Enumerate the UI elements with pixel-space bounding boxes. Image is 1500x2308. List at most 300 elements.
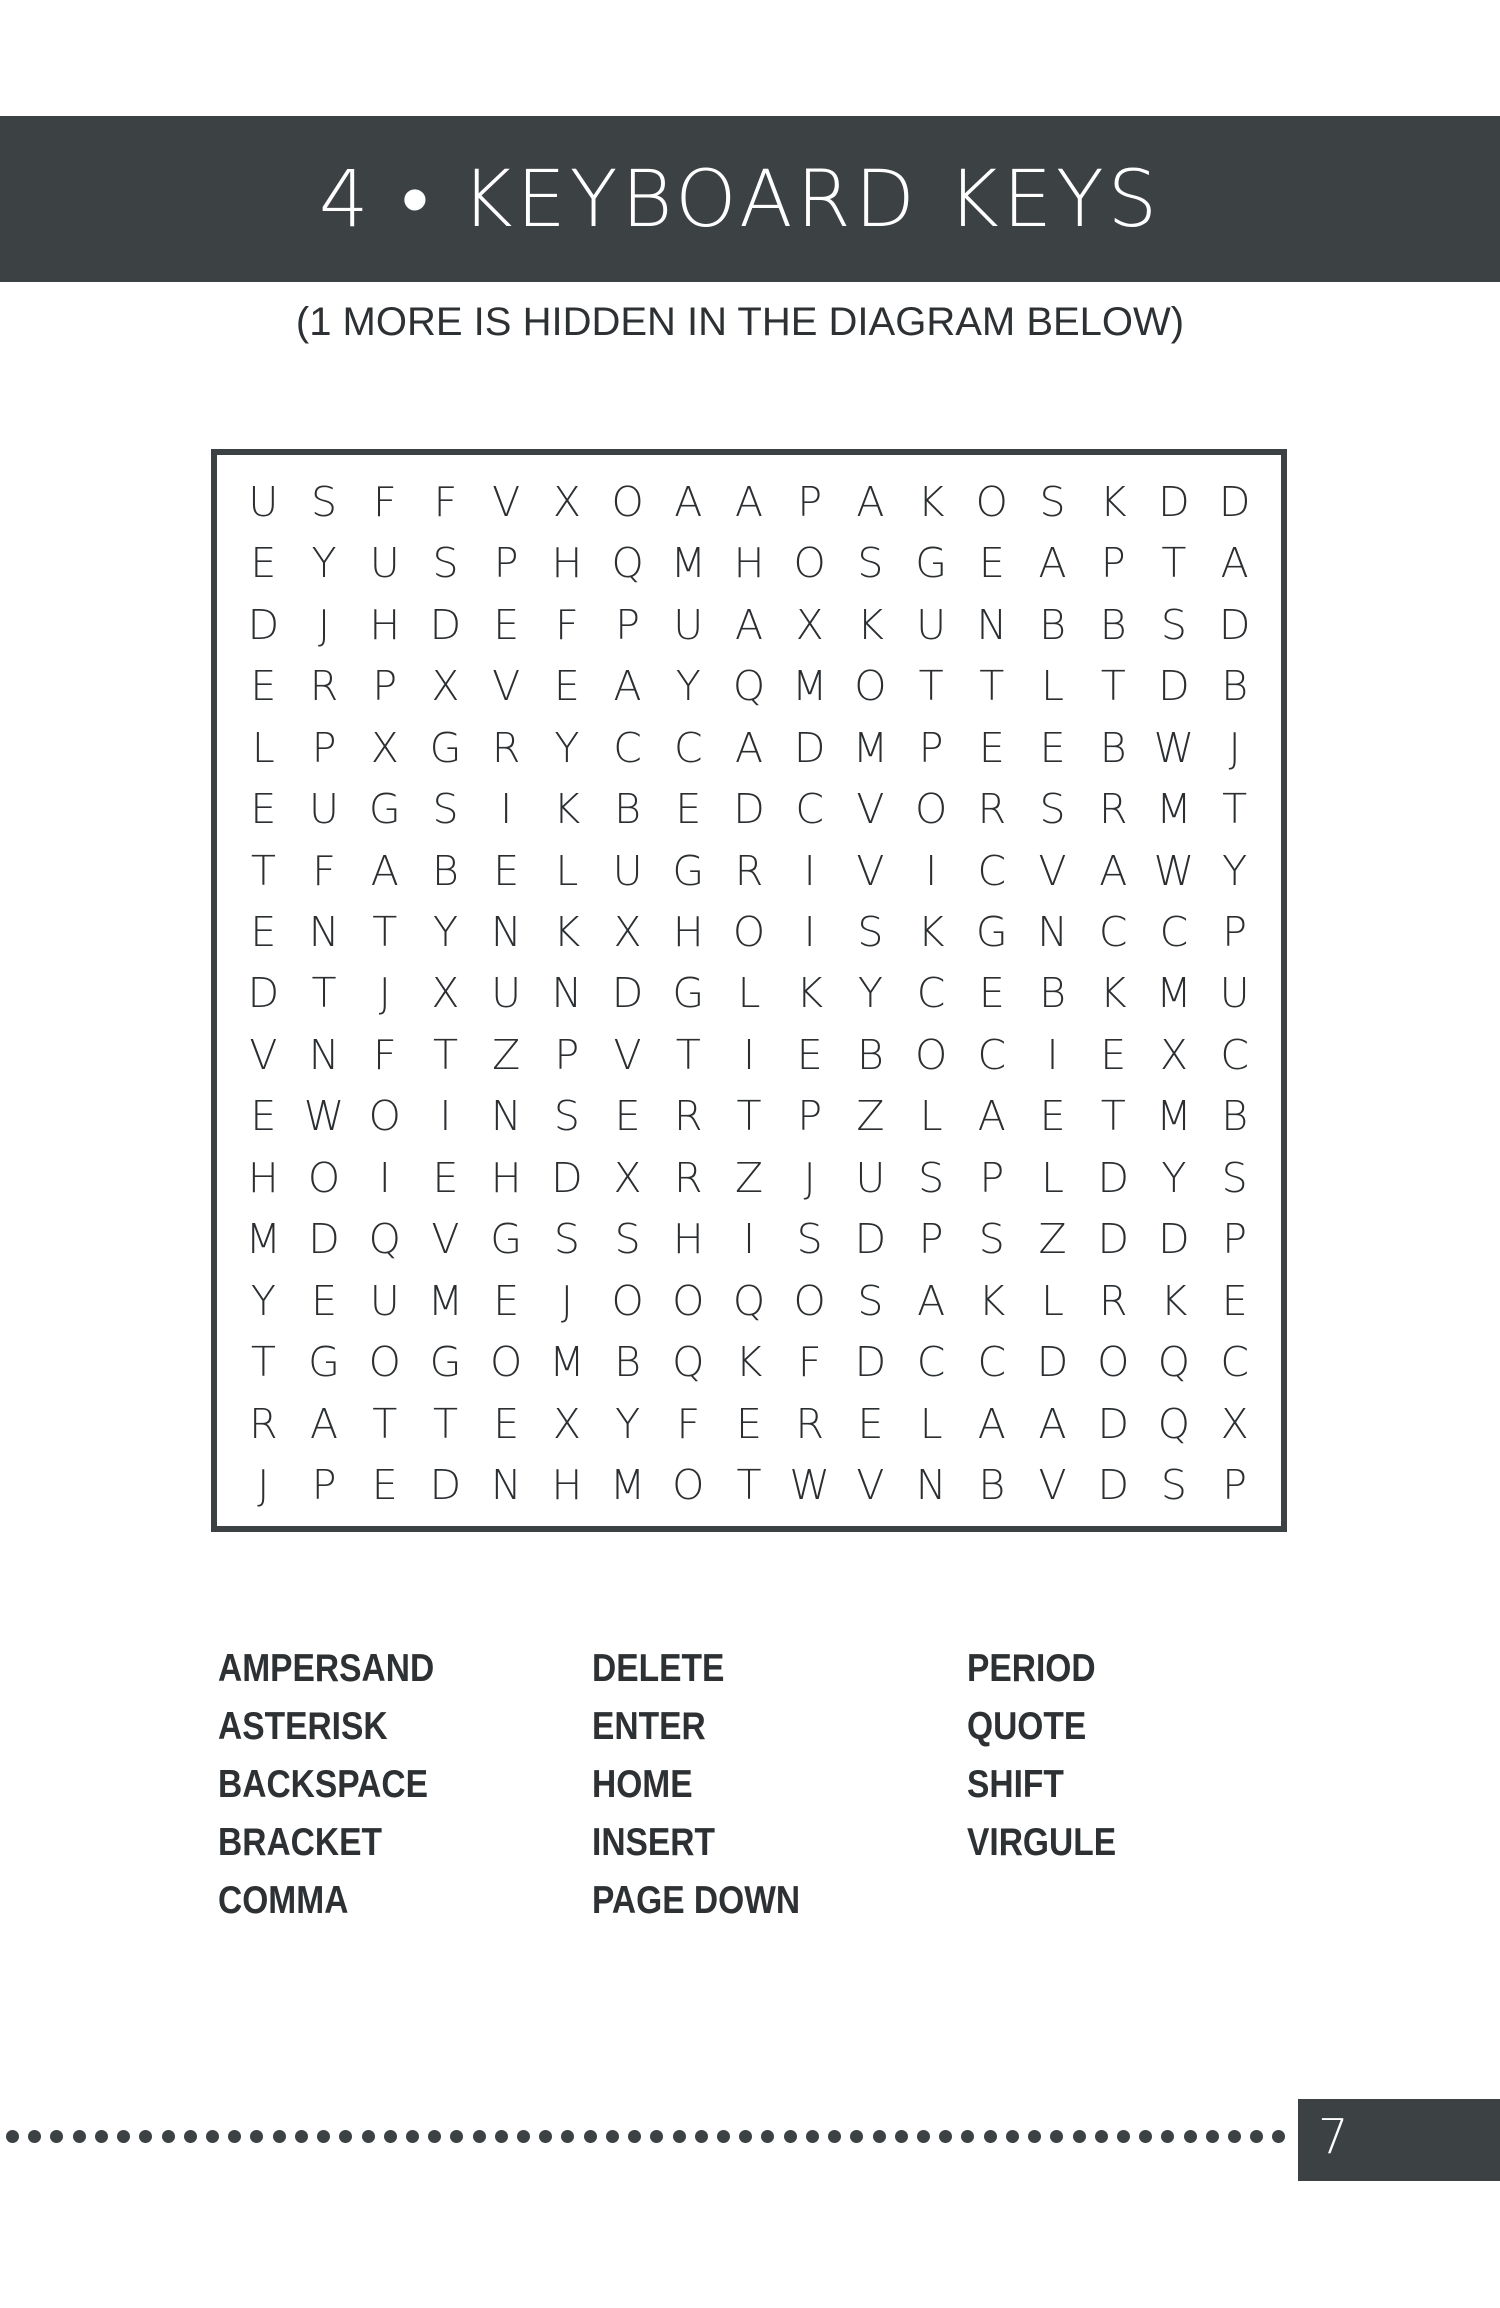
grid-letter: L [919, 1092, 943, 1141]
divider-dot [73, 2130, 86, 2143]
divider-dot [739, 2130, 752, 2143]
grid-letter: O [307, 1153, 341, 1202]
grid-letter: Q [368, 1215, 401, 1264]
grid-letter: G [429, 1338, 462, 1387]
grid-letter: O [672, 1461, 705, 1510]
divider-dot [295, 2130, 308, 2143]
grid-letter: M [852, 723, 889, 772]
divider-dot [1161, 2130, 1174, 2143]
grid-letter: D [1218, 600, 1251, 649]
grid-letter: A [917, 1276, 946, 1325]
grid-letter: Z [856, 1092, 885, 1141]
divider-dot [1095, 2130, 1108, 2143]
grid-letter: M [427, 1276, 464, 1325]
grid-letter: R [491, 723, 521, 772]
grid-letter: E [736, 1399, 762, 1448]
grid-letter: P [554, 1030, 580, 1079]
grid-letter: M [549, 1338, 585, 1387]
grid-letter: D [854, 1338, 887, 1387]
grid-letter: W [789, 1461, 830, 1510]
grid-letter: Y [311, 539, 337, 588]
grid-letter: J [803, 1153, 816, 1202]
divider-dot [184, 2130, 197, 2143]
divider-dot [1050, 2130, 1063, 2143]
word-list-item: PERIOD [967, 1647, 1096, 1690]
grid-letter: D [429, 600, 462, 649]
grid-letter: G [368, 785, 401, 834]
grid-letter: V [856, 785, 885, 834]
grid-letter: E [493, 600, 520, 649]
grid-letter: R [674, 1153, 703, 1202]
grid-letter: A [310, 1399, 339, 1448]
grid-letter: G [672, 969, 705, 1018]
grid-letter: E [250, 662, 277, 711]
grid-letter: S [978, 1215, 1005, 1264]
grid-letter: T [1161, 539, 1187, 588]
divider-dot [6, 2130, 19, 2143]
word-list-item: ENTER [592, 1705, 706, 1748]
divider-dot [1184, 2130, 1197, 2143]
divider-dot [850, 2130, 863, 2143]
grid-letter: R [977, 785, 1007, 834]
grid-letter: D [551, 1153, 583, 1202]
grid-letter: L [737, 969, 761, 1018]
grid-letter: S [918, 1153, 945, 1202]
grid-letter: E [978, 969, 1005, 1018]
divider-dot [606, 2130, 619, 2143]
divider-dot [961, 2130, 974, 2143]
divider-dot [50, 2130, 63, 2143]
grid-letter: V [1038, 846, 1067, 895]
grid-letter: B [1099, 600, 1127, 649]
grid-letter: S [1039, 477, 1066, 526]
grid-letter: F [312, 846, 336, 895]
divider-dot [162, 2130, 175, 2143]
grid-letter: D [308, 1215, 340, 1264]
page-number-box [1298, 2099, 1500, 2181]
grid-letter: E [432, 1153, 459, 1202]
grid-letter: P [797, 477, 823, 526]
grid-letter: U [612, 846, 643, 895]
grid-letter: E [493, 1399, 520, 1448]
grid-letter: H [672, 1215, 704, 1264]
grid-letter: K [735, 1338, 763, 1387]
grid-letter: T [1100, 1092, 1126, 1141]
divider-dot [339, 2130, 352, 2143]
grid-letter: R [1098, 1276, 1128, 1325]
word-list-item: PAGE DOWN [592, 1879, 801, 1922]
grid-letter: R [1098, 785, 1128, 834]
grid-letter: O [368, 1092, 401, 1141]
grid-letter: C [1220, 1338, 1249, 1387]
divider-dot [917, 2130, 930, 2143]
divider-dot [1250, 2130, 1263, 2143]
grid-letter: V [492, 477, 521, 526]
grid-letter: O [611, 1276, 644, 1325]
grid-letter: S [1221, 1153, 1248, 1202]
grid-letter: Q [732, 662, 766, 711]
grid-letter: Z [1038, 1215, 1067, 1264]
divider-dot [317, 2130, 330, 2143]
grid-letter: B [1039, 969, 1066, 1018]
word-list-item: BRACKET [218, 1821, 382, 1864]
grid-letter: T [1100, 662, 1126, 711]
grid-letter: T [736, 1092, 762, 1141]
grid-letter: C [977, 1030, 1007, 1079]
grid-letter: S [432, 785, 459, 834]
grid-letter: F [372, 477, 397, 526]
grid-letter: D [611, 969, 644, 1018]
grid-letter: I [803, 908, 816, 957]
grid-letter: U [369, 539, 400, 588]
grid-letter: S [1160, 1461, 1187, 1510]
divider-dot [384, 2130, 397, 2143]
page-title: 4 • KEYBOARD KEYS [318, 154, 1162, 245]
grid-letter: L [1041, 1153, 1064, 1202]
grid-letter: B [1099, 723, 1127, 772]
grid-letter: V [856, 1461, 885, 1510]
word-list-item: DELETE [592, 1647, 725, 1690]
grid-letter: G [915, 539, 947, 588]
divider-dot [250, 2130, 263, 2143]
word-list-item: INSERT [592, 1821, 715, 1864]
grid-letter: J [1228, 723, 1241, 772]
grid-letter: C [673, 723, 703, 772]
grid-letter: T [736, 1461, 762, 1510]
grid-letter: X [431, 969, 460, 1018]
grid-letter: U [491, 969, 522, 1018]
divider-dot [806, 2130, 819, 2143]
grid-letter: Q [672, 1338, 705, 1387]
title-banner [0, 116, 1500, 282]
grid-letter: Z [734, 1153, 764, 1202]
grid-letter: A [1099, 846, 1128, 895]
word-list-column-1 [218, 1640, 469, 1930]
grid-letter: O [854, 662, 887, 711]
grid-letter: Y [250, 1276, 276, 1325]
divider-dot [28, 2130, 41, 2143]
grid-letter: T [432, 1399, 458, 1448]
grid-letter: H [733, 539, 765, 588]
grid-letter: A [734, 600, 764, 649]
grid-letter: B [614, 1338, 642, 1387]
grid-letter: E [250, 908, 277, 957]
grid-letter: V [1038, 1461, 1067, 1510]
grid-letter: I [1046, 1030, 1059, 1079]
grid-letter: D [1158, 1215, 1190, 1264]
grid-letter: E [250, 1092, 277, 1141]
grid-letter: P [979, 1153, 1005, 1202]
grid-letter: X [613, 1153, 642, 1202]
divider-dot [428, 2130, 441, 2143]
grid-letter: E [796, 1030, 823, 1079]
grid-letter: X [552, 477, 581, 526]
grid-letter: V [613, 1030, 642, 1079]
grid-letter: P [1222, 908, 1247, 957]
grid-letter: C [1098, 908, 1128, 957]
grid-letter: D [1158, 662, 1190, 711]
grid-letter: P [493, 539, 519, 588]
grid-letter: Y [1161, 1153, 1187, 1202]
divider-dot [473, 2130, 486, 2143]
grid-letter: K [796, 969, 824, 1018]
grid-letter: I [378, 1153, 391, 1202]
grid-letter: A [1220, 539, 1249, 588]
grid-letter: S [857, 908, 884, 957]
word-search-grid [233, 471, 1265, 1516]
grid-letter: R [795, 1399, 824, 1448]
grid-letter: N [1037, 908, 1068, 957]
grid-letter: C [795, 785, 825, 834]
grid-letter: M [792, 662, 828, 711]
grid-letter: E [371, 1461, 398, 1510]
grid-letter: M [1156, 969, 1192, 1018]
grid-letter: P [1222, 1215, 1247, 1264]
grid-letter: E [311, 1276, 337, 1325]
grid-letter: O [793, 1276, 826, 1325]
divider-dot [761, 2130, 774, 2143]
grid-letter: P [311, 723, 337, 772]
grid-letter: E [978, 723, 1005, 772]
grid-letter: I [439, 1092, 452, 1141]
grid-letter: F [797, 1338, 822, 1387]
grid-letter: A [734, 477, 764, 526]
grid-letter: M [1156, 1092, 1192, 1141]
grid-letter: O [914, 785, 948, 834]
grid-letter: D [1218, 477, 1251, 526]
grid-letter: A [734, 723, 764, 772]
grid-letter: P [918, 1215, 944, 1264]
divider-dot [228, 2130, 241, 2143]
grid-letter: L [251, 723, 275, 772]
grid-letter: K [978, 1276, 1006, 1325]
grid-letter: C [1159, 908, 1189, 957]
grid-letter: O [490, 1338, 523, 1387]
grid-letter: T [675, 1030, 701, 1079]
grid-letter: X [795, 600, 824, 649]
grid-letter: B [978, 1461, 1006, 1510]
grid-letter: K [553, 785, 581, 834]
divider-dot [1206, 2130, 1219, 2143]
grid-letter: A [977, 1092, 1006, 1141]
grid-letter: N [551, 969, 583, 1018]
grid-letter: S [553, 1092, 580, 1141]
grid-letter: S [1039, 785, 1066, 834]
grid-letter: G [975, 908, 1008, 957]
grid-letter: X [552, 1399, 581, 1448]
grid-letter: H [369, 600, 401, 649]
grid-letter: Q [1157, 1338, 1191, 1387]
grid-letter: O [793, 539, 826, 588]
divider-dot [406, 2130, 419, 2143]
grid-letter: L [1041, 662, 1064, 711]
divider-dot [1117, 2130, 1130, 2143]
grid-letter: R [734, 846, 764, 895]
puzzle-subtitle: (1 MORE IS HIDDEN IN THE DIAGRAM BELOW) [295, 300, 1185, 344]
divider-dot [1028, 2130, 1041, 2143]
divider-dot [139, 2130, 152, 2143]
grid-letter: Y [554, 723, 580, 772]
divider-dot [450, 2130, 463, 2143]
grid-letter: E [1039, 723, 1066, 772]
divider-dot [1006, 2130, 1019, 2143]
divider-dot [784, 2130, 797, 2143]
grid-letter: A [977, 1399, 1006, 1448]
grid-letter: O [914, 1030, 948, 1079]
grid-letter: P [797, 1092, 823, 1141]
grid-letter: F [372, 1030, 397, 1079]
grid-letter: N [308, 1030, 340, 1079]
grid-letter: E [493, 1276, 520, 1325]
grid-letter: C [916, 969, 946, 1018]
divider-dot [95, 2130, 108, 2143]
grid-letter: N [490, 1092, 522, 1141]
divider-dot [495, 2130, 508, 2143]
page-number: 7 [1318, 2109, 1349, 2165]
grid-letter: E [857, 1399, 884, 1448]
grid-letter: X [1159, 1030, 1188, 1079]
divider-dot [673, 2130, 686, 2143]
divider-dot [717, 2130, 730, 2143]
grid-letter: H [247, 1153, 279, 1202]
grid-letter: A [856, 477, 885, 526]
grid-letter: K [1160, 1276, 1188, 1325]
grid-letter: U [369, 1276, 400, 1325]
grid-letter: S [857, 1276, 884, 1325]
grid-letter: D [429, 1461, 462, 1510]
grid-letter: A [1038, 1399, 1067, 1448]
grid-letter: A [613, 662, 642, 711]
grid-letter: E [493, 846, 520, 895]
word-search-grid-frame [211, 449, 1287, 1532]
grid-letter: B [614, 785, 642, 834]
grid-letter: K [1099, 969, 1127, 1018]
grid-letter: H [551, 1461, 583, 1510]
grid-letter: E [614, 1092, 641, 1141]
divider-dot [895, 2130, 908, 2143]
grid-letter: U [673, 600, 704, 649]
grid-letter: E [1100, 1030, 1127, 1079]
grid-letter: D [854, 1215, 887, 1264]
grid-letter: D [793, 723, 826, 772]
word-list-item: QUOTE [967, 1705, 1087, 1748]
grid-letter: T [372, 1399, 398, 1448]
grid-letter: N [915, 1461, 947, 1510]
grid-letter: T [372, 908, 398, 957]
grid-letter: C [977, 846, 1007, 895]
grid-letter: P [311, 1461, 337, 1510]
grid-letter: E [553, 662, 580, 711]
grid-letter: S [857, 539, 884, 588]
grid-letter: U [1219, 969, 1250, 1018]
grid-letter: V [431, 1215, 460, 1264]
grid-letter: P [1100, 539, 1126, 588]
grid-letter: H [551, 539, 583, 588]
grid-letter: R [674, 1092, 703, 1141]
grid-letter: R [309, 662, 339, 711]
grid-letter: J [378, 969, 391, 1018]
divider-dot [650, 2130, 663, 2143]
grid-letter: W [1153, 846, 1195, 895]
grid-letter: Q [611, 539, 644, 588]
grid-letter: O [975, 477, 1008, 526]
grid-letter: N [490, 1461, 522, 1510]
grid-letter: A [370, 846, 399, 895]
divider-dot [628, 2130, 641, 2143]
grid-letter: M [670, 539, 706, 588]
grid-letter: T [918, 662, 944, 711]
grid-letter: M [245, 1215, 282, 1264]
grid-letter: O [672, 1276, 705, 1325]
grid-letter: E [250, 785, 277, 834]
grid-letter: V [492, 662, 521, 711]
grid-letter: C [977, 1338, 1007, 1387]
grid-letter: T [979, 662, 1005, 711]
grid-letter: S [311, 477, 338, 526]
grid-letter: D [1097, 1399, 1130, 1448]
word-list-column-3 [967, 1640, 1140, 1872]
grid-letter: H [672, 908, 704, 957]
grid-letter: W [303, 1092, 345, 1141]
divider-dot [939, 2130, 952, 2143]
grid-letter: S [796, 1215, 823, 1264]
grid-letter: K [917, 908, 945, 957]
grid-letter: Y [1222, 846, 1248, 895]
grid-letter: M [1156, 785, 1192, 834]
grid-letter: P [372, 662, 398, 711]
divider-dot [362, 2130, 375, 2143]
grid-letter: I [925, 846, 938, 895]
grid-letter: N [976, 600, 1008, 649]
grid-letter: B [1221, 1092, 1249, 1141]
divider-dot [828, 2130, 841, 2143]
grid-letter: E [1221, 1276, 1248, 1325]
grid-letter: P [615, 600, 640, 649]
word-list [218, 1640, 1218, 1940]
grid-letter: O [368, 1338, 401, 1387]
grid-letter: U [855, 1153, 886, 1202]
grid-letter: H [490, 1153, 522, 1202]
grid-letter: C [613, 723, 642, 772]
word-list-column-2 [592, 1640, 834, 1930]
divider-dot [584, 2130, 597, 2143]
grid-letter: J [318, 600, 331, 649]
grid-letter: L [555, 846, 579, 895]
word-list-item: AMPERSAND [218, 1647, 435, 1690]
grid-letter: V [249, 1030, 278, 1079]
grid-letter: O [732, 908, 766, 957]
grid-letter: B [1221, 662, 1249, 711]
grid-letter: Y [675, 662, 701, 711]
grid-letter: G [308, 1338, 340, 1387]
grid-letter: D [1036, 1338, 1069, 1387]
grid-letter: J [560, 1276, 573, 1325]
grid-letter: B [432, 846, 459, 895]
grid-letter: L [1041, 1276, 1064, 1325]
grid-letter: T [250, 846, 276, 895]
grid-letter: K [553, 908, 581, 957]
grid-letter: D [1158, 477, 1190, 526]
grid-letter: O [1097, 1338, 1130, 1387]
grid-letter: S [432, 539, 459, 588]
grid-letter: T [432, 1030, 458, 1079]
divider-dot [1073, 2130, 1086, 2143]
grid-letter: E [675, 785, 702, 834]
grid-letter: A [1038, 539, 1067, 588]
grid-letter: T [250, 1338, 276, 1387]
grid-letter: Y [432, 908, 458, 957]
grid-letter: N [308, 908, 340, 957]
